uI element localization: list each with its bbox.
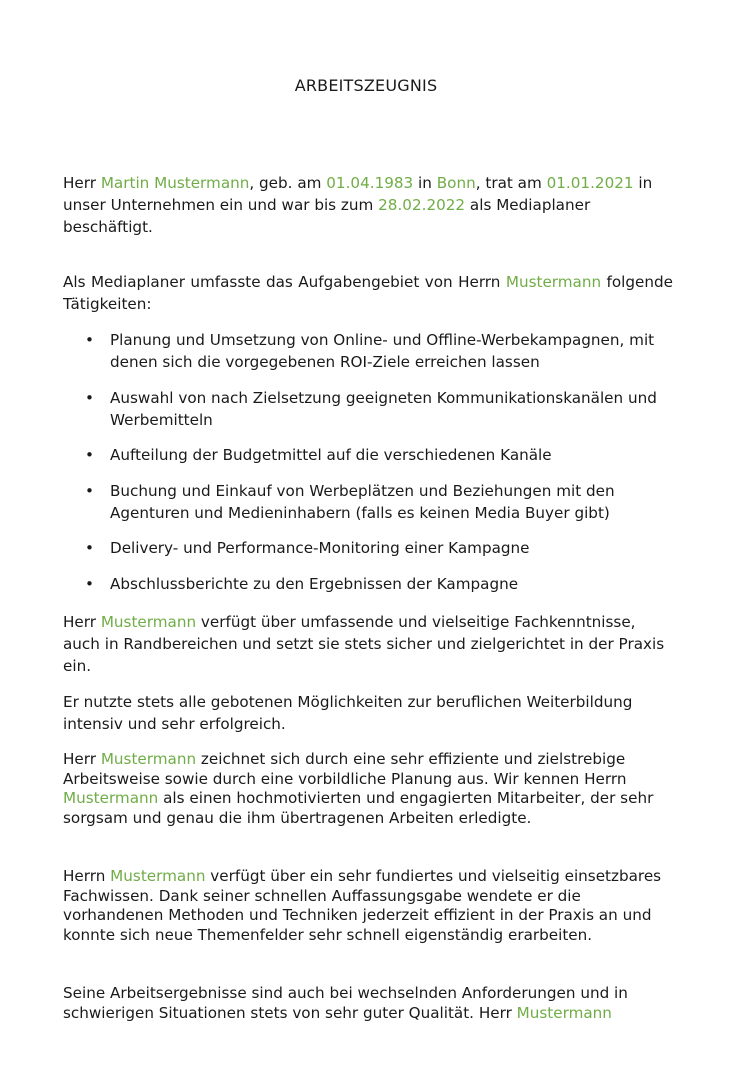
task-text: Planung und Umsetzung von Online- und Offline-Werbekampagnen, mit denen sich die vorgegebenen ROI-Ziele erreichen lassen bbox=[110, 331, 655, 371]
start-date: 01.01.2021 bbox=[546, 174, 634, 192]
expertise-text: verfügt über ein sehr fundiertes und vielseitig einsetzbares Fachwissen. Dank seiner schnellen Auffassungsgabe wendete er die vorhandenen Methoden und Techniken jederzeit effizient in der Praxis an und konnte sich neue Themenfelder sehr schnell eigenständig erarbeiten. bbox=[63, 867, 662, 944]
task-list-item bbox=[63, 537, 673, 559]
employee-last-name: Mustermann bbox=[100, 750, 197, 768]
training-paragraph: Er nutzte stets alle gebotenen Möglichkeiten zur beruflichen Weiterbildung intensiv und sehr erfolgreich. bbox=[63, 693, 633, 733]
task-text: Aufteilung der Budgetmittel auf die verschiedenen Kanäle bbox=[110, 446, 552, 464]
intro-text: als Mediaplaner beschäftigt. bbox=[63, 196, 591, 236]
bullet-icon: • bbox=[85, 574, 94, 593]
bullet-icon: • bbox=[85, 481, 94, 500]
task-list-item bbox=[63, 573, 673, 595]
birth-place: Bonn bbox=[436, 174, 476, 192]
expertise-text: Herrn bbox=[63, 867, 111, 885]
end-date: 28.02.2022 bbox=[378, 196, 466, 214]
tasks-intro-paragraph bbox=[63, 271, 673, 315]
task-list bbox=[63, 329, 673, 608]
results-text: Seine Arbeitsergebnisse sind auch bei wechselnden Anforderungen und in schwierigen Situationen stets von sehr guter Qualität. Herr bbox=[63, 984, 628, 1022]
bullet-icon: • bbox=[85, 388, 94, 407]
work-style-text: als einen hochmotivierten und engagierten Mitarbeiter, der sehr sorgsam und genau die ihm übertragenen Arbeiten erledigte. bbox=[63, 789, 654, 827]
employee-last-name: Mustermann bbox=[63, 789, 159, 808]
work-style-text: zeichnet sich durch eine sehr effiziente und zielstrebige Arbeitsweise sowie durch eine vorbildliche Planung aus. Wir kennen Herrn bbox=[63, 750, 627, 788]
work-style-text: Herr bbox=[63, 750, 101, 768]
knowledge-text: verfügt über umfassende und vielseitige Fachkenntnisse, auch in Randbereichen und setzt sie stets sicher und zielgerichtet in der Praxis ein. bbox=[63, 613, 665, 675]
document-title: ARBEITSZEUGNIS bbox=[294, 76, 438, 95]
task-text: Buchung und Einkauf von Werbeplätzen und Beziehungen mit den Agenturen und Medieninhabern (falls es keinen Media Buyer gibt) bbox=[110, 481, 615, 522]
intro-text: in bbox=[413, 174, 437, 192]
work-style-paragraph bbox=[63, 750, 673, 828]
employee-full-name: Martin Mustermann bbox=[100, 174, 250, 192]
results-paragraph bbox=[63, 984, 673, 1023]
bullet-icon: • bbox=[85, 539, 94, 557]
knowledge-text: Herr bbox=[63, 613, 101, 631]
task-list-item bbox=[63, 387, 673, 431]
tasks-intro-text: folgende Tätigkeiten: bbox=[63, 273, 673, 313]
task-list-item bbox=[63, 444, 673, 466]
intro-text: Herr bbox=[63, 174, 101, 192]
task-list-item bbox=[63, 480, 673, 524]
task-text: Auswahl von nach Zielsetzung geeigneten Kommunikationskanälen und Werbemitteln bbox=[110, 388, 657, 429]
task-text: Abschlussberichte zu den Ergebnissen der Kampagne bbox=[110, 574, 519, 593]
intro-text: , geb. am bbox=[249, 174, 327, 192]
bullet-icon: • bbox=[85, 446, 94, 464]
intro-text: in unser Unternehmen ein und war bis zum bbox=[63, 174, 653, 214]
intro-paragraph bbox=[63, 172, 673, 238]
task-text: Delivery- und Performance-Monitoring einer Kampagne bbox=[110, 539, 530, 557]
employee-last-name: Mustermann bbox=[100, 613, 197, 631]
intro-text: , trat am bbox=[475, 174, 547, 192]
bullet-icon: • bbox=[85, 331, 94, 349]
expertise-paragraph bbox=[63, 867, 673, 945]
knowledge-paragraph bbox=[63, 611, 673, 677]
tasks-intro-text: Als Mediaplaner umfasste das Aufgabengebiet von Herrn bbox=[63, 273, 506, 291]
employee-last-name: Mustermann bbox=[516, 1003, 612, 1022]
employee-last-name: Mustermann bbox=[505, 273, 602, 291]
employee-last-name: Mustermann bbox=[110, 867, 206, 885]
birth-date: 01.04.1983 bbox=[326, 174, 414, 192]
task-list-item bbox=[63, 329, 673, 373]
